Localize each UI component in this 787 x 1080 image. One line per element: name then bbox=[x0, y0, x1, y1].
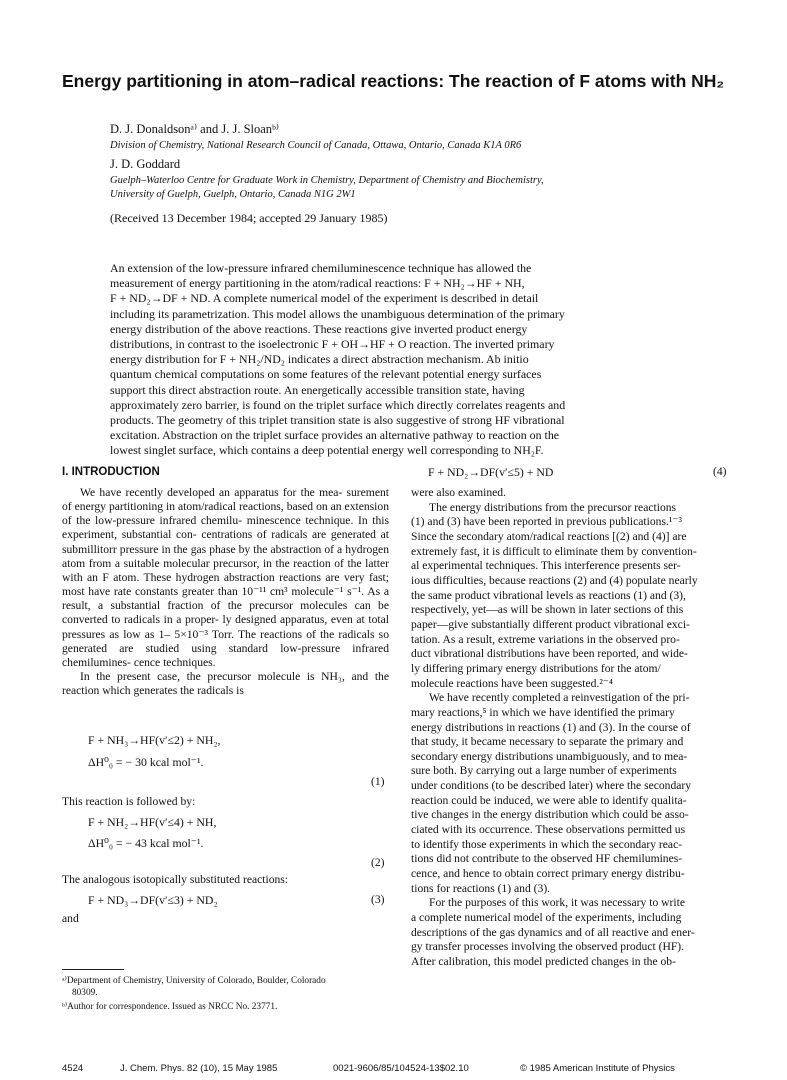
text-line: very fast; most have rate constants greater than 10⁻¹¹ bbox=[62, 570, 389, 599]
text-line: centrations of radicals are generated at submillitorr pressure bbox=[62, 528, 389, 556]
authors-line-1: D. J. Donaldsonᵃ⁾ and J. J. Sloanᵇ⁾ bbox=[110, 122, 279, 136]
copyright: © 1985 American Institute of Physics bbox=[520, 1063, 675, 1074]
left-column-text bbox=[62, 486, 389, 698]
text-line: a complete numerical model of the experiments, including bbox=[411, 911, 682, 925]
abstract-line: lowest singlet surface, which contains a deep potential energy well corresponding to NH₂F. bbox=[110, 443, 544, 458]
equation-3: F + ND₃→DF(v′≤3) + ND₂ bbox=[88, 893, 218, 907]
text-line: based on an extension of the low-pressure infrared chemilu- bbox=[62, 500, 389, 528]
equation-1-number: (1) bbox=[371, 775, 385, 788]
text-line: cm³ molecule⁻¹ s⁻¹. As a result, a substantial fraction of the bbox=[62, 585, 390, 613]
text-line: ly designed apparatus, even at total pressures as low as 1– bbox=[62, 613, 389, 641]
right-column-text bbox=[411, 486, 737, 970]
abstract-line: An extension of the low-pressure infrared chemiluminescence technique has allowed the bbox=[110, 261, 532, 275]
affiliation-2-line-2: University of Guelph, Guelph, Ontario, Canada N1G 2W1 bbox=[110, 189, 356, 200]
text-line: mary reactions,⁵ in which we have identified the primary bbox=[411, 705, 675, 719]
text-line: studied using standard low-pressure infrared chemilumines- bbox=[62, 641, 389, 669]
abstract-line: including its parametrization. This model allows the unambiguous determination of the primary bbox=[110, 306, 565, 321]
paragraph bbox=[62, 670, 389, 698]
text-line: For the purposes of this work, it was necessary to write bbox=[429, 896, 685, 910]
abstract-line: F + ND₂→DF + ND. A complete numerical model of the experiment is described in detail bbox=[110, 291, 539, 306]
text-line: al experimental techniques. This interference presents ser- bbox=[411, 559, 681, 573]
equation-4-number: (4) bbox=[713, 465, 727, 478]
equation-2-reaction: F + NH₂→HF(v′≤4) + NH, bbox=[88, 815, 217, 829]
text-line: 5×10⁻³ Torr. The reactions of the radicals so generated are bbox=[62, 627, 389, 655]
equation-4: F + ND₂→DF(v′≤5) + ND bbox=[428, 465, 554, 479]
page-number: 4524 bbox=[62, 1063, 84, 1074]
text-line: with an F atom. These hydrogen abstraction reactions are bbox=[62, 570, 340, 584]
abstract-line: support this direct abstraction route. An energetically accessible transition state, having bbox=[110, 382, 525, 397]
text-line: extremely fast, it is difficult to eliminate them by convention- bbox=[411, 544, 697, 558]
text-line: sure both. By carrying out a large number of experiments bbox=[411, 764, 677, 778]
text-line: ly differing primary energy distributions for the atom/ bbox=[411, 661, 661, 675]
text-line: precursor molecules can be converted to radicals in a proper- bbox=[62, 599, 389, 627]
text-line: that study, it became necessary to separate the primary and bbox=[411, 735, 684, 749]
abstract-line: excitation. Abstraction on the triplet surface provides an alternative pathway to reaction on the bbox=[110, 428, 560, 443]
footnote-rule bbox=[62, 969, 124, 970]
journal-citation: J. Chem. Phys. 82 (10), 15 May 1985 bbox=[120, 1063, 278, 1074]
text-line: molecule reactions have been suggested.²⁻⁴ bbox=[411, 676, 613, 690]
text-line: cence techniques. bbox=[133, 655, 216, 669]
text-line: In the present case, the precursor molecule is NH₃, and bbox=[80, 670, 369, 684]
abstract-line: distributions, in contrast to the isoelectronic F + OH→HF + O reaction. The inverted primary bbox=[110, 337, 555, 352]
paragraph bbox=[62, 486, 389, 670]
text-line: We have recently developed an apparatus for the mea- bbox=[80, 486, 343, 499]
text-line: minescence technique. In this experiment, substantial con- bbox=[62, 514, 389, 542]
text-line: were also examined. bbox=[411, 486, 506, 499]
text-line: cence, and hence to obtain correct primary energy distribu- bbox=[411, 867, 685, 881]
text-line: respectively, yet—as will be shown in later sections of this bbox=[411, 603, 684, 617]
abstract-line: quantum chemical computations on some features of the relevant potential energy surfaces bbox=[110, 367, 542, 382]
followed-text: This reaction is followed by: bbox=[62, 795, 196, 808]
paper-title: Energy partitioning in atom–radical reactions: The reaction of F atoms with NH₂ bbox=[62, 71, 725, 91]
abstract-line: products. The geometry of this triplet transition state is also suggestive of strong HF vibrational bbox=[110, 413, 565, 428]
text-line: ious difficulties, because reactions (2) and (4) populate nearly bbox=[411, 573, 698, 587]
text-line: suitable molecular precursor, in the reaction of the latter bbox=[123, 556, 389, 570]
received-dates: (Received 13 December 1984; accepted 29 January 1985) bbox=[110, 211, 388, 225]
text-line: tions for reactions (1) and (3). bbox=[411, 881, 551, 895]
affiliation-2-line-1: Guelph–Waterloo Centre for Graduate Work in Chemistry, Department of Chemistry and Biochemistry, bbox=[110, 175, 544, 186]
text-line: paper—give substantially different product vibrational exci- bbox=[411, 617, 690, 631]
text-line: surement of energy partitioning in atom/radical reactions, bbox=[62, 486, 389, 514]
abstract-line: approximately zero barrier, is found on the triplet surface which directly correlates reagents and bbox=[110, 397, 566, 412]
text-line: descriptions of the gas dynamics and of all reactive and ener- bbox=[411, 925, 695, 939]
affiliation-1: Division of Chemistry, National Research Council of Canada, Ottawa, Ontario, Canada K1A 0R6 bbox=[110, 140, 522, 151]
text-line: The energy distributions from the precursor reactions bbox=[429, 500, 677, 514]
equation-2-enthalpy: ΔH⁰₀ = − 43 kcal mol⁻¹. bbox=[88, 836, 204, 850]
abstract-line: measurement of energy partitioning in the atom/radical reactions: F + NH₂→HF + NH, bbox=[110, 276, 525, 291]
footnote-a-line-2: 80309. bbox=[72, 988, 98, 998]
abstract-line: energy distribution of the above reactions. These reactions give inverted product energy bbox=[110, 321, 528, 336]
text-line: to identify those experiments in which the secondary reac- bbox=[411, 837, 683, 851]
article-code: 0021-9606/85/104524-13$02.10 bbox=[333, 1063, 469, 1074]
text-line: tation. As a result, extreme variations in the observed pro- bbox=[411, 632, 680, 646]
text-line: duct vibrational distributions have been reported, and wide- bbox=[411, 647, 688, 661]
equation-3-number: (3) bbox=[371, 893, 385, 906]
and-text: and bbox=[62, 912, 79, 925]
equation-1-reaction: F + NH₃→HF(v′≤2) + NH₂, bbox=[88, 733, 221, 747]
text-line: gy transfer processes involving the observed product (HF). bbox=[411, 940, 685, 954]
footnote-a-line-1: ᵃ⁾Department of Chemistry, University of Colorado, Boulder, Colorado bbox=[62, 976, 326, 986]
text-line: in the gas phase by the abstraction of a hydrogen atom from a bbox=[62, 542, 390, 570]
text-line: secondary energy distributions unambiguously, and to mea- bbox=[411, 749, 688, 763]
analogous-text: The analogous isotopically substituted reactions: bbox=[62, 873, 289, 886]
text-line: tions did not contribute to the observed HF chemilumines- bbox=[411, 852, 683, 866]
abstract bbox=[110, 261, 732, 459]
text-line: After calibration, this model predicted changes in the ob- bbox=[411, 955, 676, 968]
text-line: ciated with its occurrence. These observations permitted us bbox=[411, 823, 686, 837]
text-line: energy distributions in reactions (1) and (3). In the course of bbox=[411, 720, 691, 734]
section-heading: I. INTRODUCTION bbox=[62, 466, 160, 478]
authors-line-2: J. D. Goddard bbox=[110, 157, 181, 171]
text-line: (1) and (3) have been reported in previous publications.¹⁻³ bbox=[411, 515, 682, 529]
text-line: tive changes in the energy distribution which could be asso- bbox=[411, 808, 689, 822]
equation-1-enthalpy: ΔH⁰₀ = − 30 kcal mol⁻¹. bbox=[88, 755, 204, 769]
text-line: the same product vibrational levels as reactions (1) and (3), bbox=[411, 588, 686, 602]
footnote-b: ᵇ⁾Author for correspondence. Issued as NRCC No. 23771. bbox=[62, 1002, 278, 1012]
text-line: reaction could be induced, we were able to identify qualita- bbox=[411, 793, 687, 807]
text-line: the reaction which generates the radicals is bbox=[62, 670, 389, 698]
text-line: Since the secondary atom/radical reactions [(2) and (4)] are bbox=[411, 529, 687, 543]
text-line: under conditions (to be described later) where the secondary bbox=[411, 779, 692, 793]
text-line: We have recently completed a reinvestigation of the pri- bbox=[429, 691, 690, 705]
equation-2-number: (2) bbox=[371, 856, 385, 869]
abstract-line: energy distribution for F + NH₂/ND₂ indicates a direct abstraction mechanism. Ab initio bbox=[110, 352, 529, 367]
